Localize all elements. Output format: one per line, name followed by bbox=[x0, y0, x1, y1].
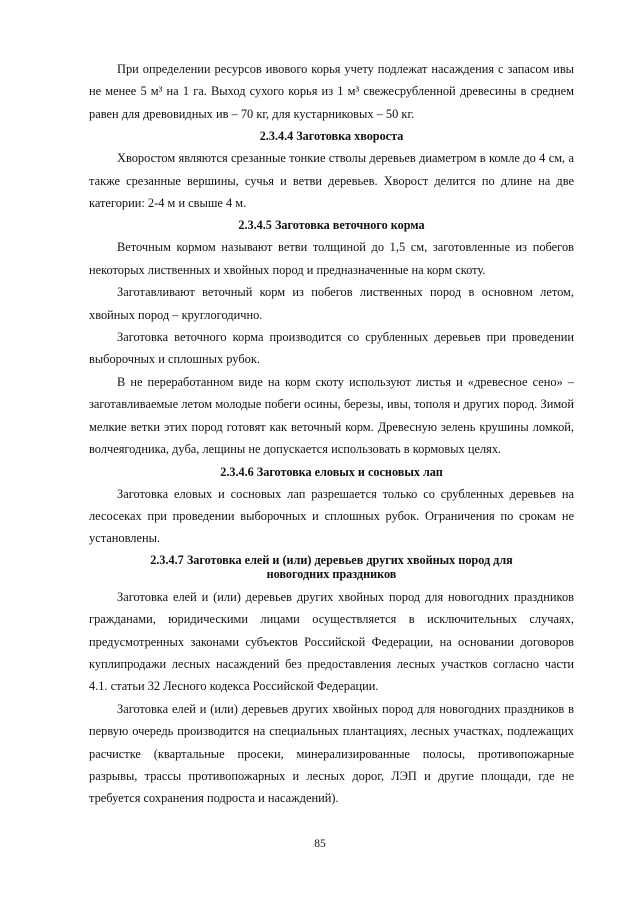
heading-brushwood: 2.3.4.4 Заготовка хвороста bbox=[259, 129, 404, 144]
heading-twig-fodder: 2.3.4.5 Заготовка веточного корма bbox=[238, 218, 425, 233]
heading-christmas-trees bbox=[89, 550, 574, 586]
heading-spruce-pine-branches: 2.3.4.6 Заготовка еловых и сосновых лап bbox=[220, 464, 443, 479]
paragraph-twig-fodder-usage: В не переработанном виде на корм скоту используют листья и «древесное сено» – заготавливаемые летом молодые побеги осины, березы, ивы, тополя и других пород. Зимой мелкие ветки этих пород готовят как веточный корм. Древесную зелень крушины ломкой, волчеягодника, дуба, лещины не допускается использовать в кормовых целях. bbox=[89, 374, 574, 457]
paragraph-christmas-trees-legal: Заготовка елей и (или) деревьев других хвойных пород для новогодних праздников гражданами, юридическими лицами осуществляется в исключительных случаях, предусмотренных законами субъектов Российской Федерации, на основании договоров куплипродажи лесных насаждений без предоставления лесных участков согласно части 4.1. статьи 32 Лесного кодекса Российской Федерации. bbox=[89, 589, 574, 694]
paragraph-twig-fodder-definition: Веточным кормом называют ветви толщиной до 1,5 см, заготовленные из побегов некоторых лиственных и хвойных пород и предназначенные на корм скоту. bbox=[89, 240, 574, 277]
paragraph-willow-bark: При определении ресурсов ивового корья учету подлежат насаждения с запасом ивы не менее 5 м³ на 1 га. Выход сухого корья из 1 м³ свежесрубленной древесины в среднем равен для древовидных ив – 70 кг, для кустарниковых – 50 кг. bbox=[89, 62, 574, 121]
paragraph-spruce-pine-branches: Заготовка еловых и сосновых лап разрешается только со срубленных деревьев на лесосеках при проведении выборочных и сплошных рубок. Ограничения по срокам не установлены. bbox=[89, 486, 574, 546]
paragraph-brushwood: Хворостом являются срезанные тонкие стволы деревьев диаметром в комле до 4 см, а также срезанные вершины, сучья и ветви деревьев. Хворост делится по длине на две категории: 2-4 м и свыше 4 м. bbox=[89, 151, 574, 211]
paragraph-christmas-trees-locations: Заготовка елей и (или) деревьев других хвойных пород для новогодних праздников в первую очередь производится на специальных плантациях, лесных участках, подлежащих расчистке (квартальные просеки, минерализированные полосы, противопожарные разрывы, трассы противопожарных и лесных дорог, ЛЭП и другие площади, где не требуется сохранения подроста и насаждений). bbox=[89, 701, 574, 806]
heading-christmas-trees-line2: новогодних праздников bbox=[266, 566, 397, 581]
paragraph-twig-fodder-season: Заготавливают веточный корм из побегов лиственных пород в основном летом, хвойных пород – круглогодично. bbox=[89, 285, 574, 322]
page-number: 85 bbox=[314, 838, 326, 850]
paragraph-twig-fodder-felling: Заготовка веточного корма производится со срубленных деревьев при проведении выборочных и сплошных рубок. bbox=[89, 330, 574, 367]
heading-christmas-trees-line1: 2.3.4.7 Заготовка елей и (или) деревьев других хвойных пород для bbox=[150, 552, 513, 567]
